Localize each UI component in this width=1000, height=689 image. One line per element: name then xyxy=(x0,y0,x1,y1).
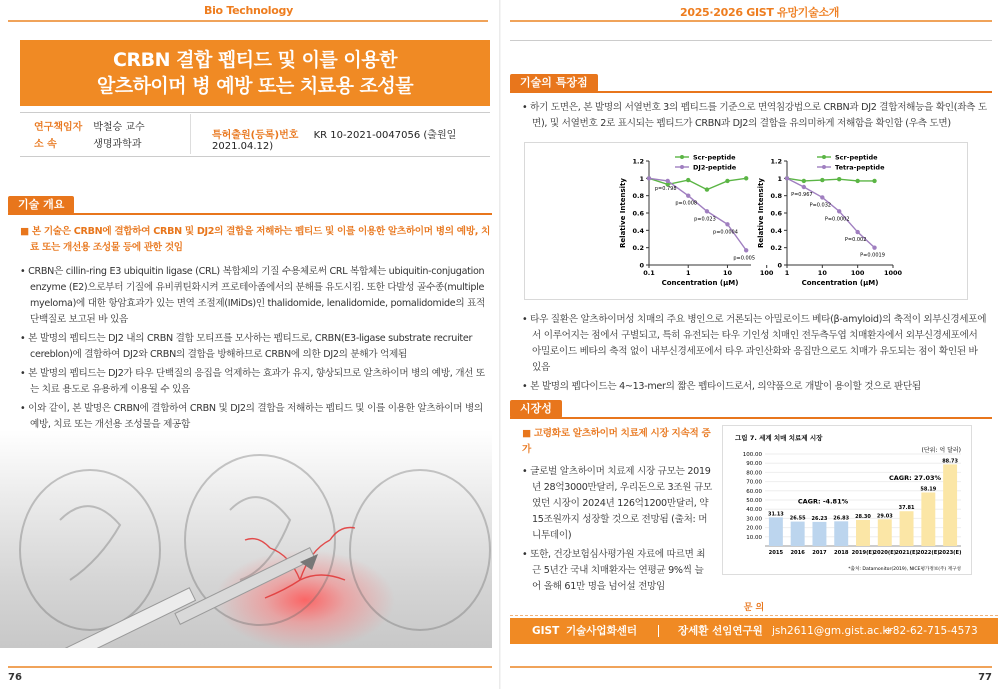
section-rule xyxy=(8,213,492,215)
p-value-annotation: p=0.0004 xyxy=(713,229,738,236)
data-point xyxy=(872,179,876,183)
x-tick-label: 2020(E) xyxy=(873,550,897,556)
legend-marker xyxy=(822,165,826,169)
section-market-title: 시장성 xyxy=(510,400,562,418)
x-tick-label: 1000 xyxy=(883,269,903,277)
bottom-rule-left xyxy=(8,666,492,668)
running-head-year: 2025·2026 xyxy=(680,6,743,19)
data-point xyxy=(686,178,690,182)
x-tick-label: 10 xyxy=(722,269,732,277)
section-rule xyxy=(510,91,992,93)
gist-logo-contact: GIST xyxy=(532,625,560,637)
section-market xyxy=(510,400,992,422)
x-tick-label: 100 xyxy=(850,269,865,277)
contact-org: 기술사업화센터 xyxy=(566,625,638,637)
y-tick-label: 1.2 xyxy=(632,157,644,166)
legend-label: DJ2-peptide xyxy=(693,163,737,172)
title-line-1: CRBN 결합 펩티드 및 이를 이용한 xyxy=(113,49,397,71)
y-tick-label: 20.00 xyxy=(746,525,762,532)
data-point xyxy=(705,187,709,191)
x-tick-label: 100 xyxy=(759,269,774,277)
market-text xyxy=(522,426,712,598)
top-rule xyxy=(8,20,488,22)
contact-email[interactable]: jsh2611@gm.gist.ac.kr xyxy=(772,625,893,637)
y-tick-label: 70.00 xyxy=(746,479,762,486)
info-divider xyxy=(190,114,191,154)
y-tick-label: 0.8 xyxy=(632,192,644,201)
contact-person: 장세환 선임연구원 xyxy=(678,625,763,637)
contact-bar xyxy=(510,618,998,644)
bar-value-label: 29.03 xyxy=(876,513,893,520)
section-features xyxy=(510,74,992,96)
legend-label: Scr-peptide xyxy=(693,153,736,162)
p-value-annotation: p=0.008 xyxy=(675,200,698,207)
y-tick-label: 0 xyxy=(639,261,644,270)
bar xyxy=(900,511,914,546)
data-point xyxy=(872,245,876,249)
y-axis-label: Relative Intensity xyxy=(619,178,627,248)
y-tick-label: 60.00 xyxy=(746,488,762,495)
feature-bullet-1: • 하기 도면은, 본 발명의 서열번호 3의 펩티드를 기준으로 면역침강법으로 CRBN과 DJ2 결합저해능을 확인(좌측 도면), 및 서열번호 2로 표시되는 펩티드가 CRBN과 DJ2의 결합을 유의미하게 저해함을 확인함 (우측 도면) xyxy=(522,100,988,132)
bar-value-label: 26.23 xyxy=(811,515,828,522)
bar-value-label: 26.55 xyxy=(789,515,806,522)
dept-label: 소 속 xyxy=(34,139,57,150)
features-text-2 xyxy=(522,312,988,398)
y-tick-label: 0.4 xyxy=(770,226,782,235)
data-point xyxy=(744,248,748,252)
x-tick-label: 2023(E) xyxy=(938,550,962,556)
data-point xyxy=(802,185,806,189)
overview-lead: ■ 본 기술은 CRBN에 결합하여 CRBN 및 DJ2의 결합을 저해하는 펩티드 및 이를 이용한 알츠하이머 병의 예방, 치료 또는 개선용 조성물 등에 관한 것임 xyxy=(20,224,492,256)
contact-divider xyxy=(658,625,659,637)
page-number-left: 76 xyxy=(8,672,22,683)
bar-value-label: 88.73 xyxy=(942,458,959,465)
bar xyxy=(834,521,848,546)
y-tick-label: 90.00 xyxy=(746,461,762,468)
dept-row xyxy=(34,135,142,150)
x-tick-label: 2017 xyxy=(812,550,827,556)
data-point xyxy=(820,178,824,182)
right-page xyxy=(500,0,1000,689)
researcher-label: 연구책임자 xyxy=(34,122,83,133)
p-value-annotation: p=0.798 xyxy=(654,185,677,192)
y-tick-label: 30.00 xyxy=(746,516,762,523)
y-tick-label: 0.2 xyxy=(770,244,782,253)
y-tick-label: 0 xyxy=(777,261,782,270)
market-bullet-1: • 글로벌 알츠하이머 치료제 시장 규모는 2019년 28억3000만달러, 우리돈으로 3조원 규모였던 시장이 2024년 126억1200만달러, 약 15조원까지 성장할 것으로 전망됨 (출처: 머니투데이) xyxy=(522,464,712,544)
top-rule-right xyxy=(510,20,992,22)
y-tick-label: 50.00 xyxy=(746,498,762,504)
data-point xyxy=(820,195,824,199)
researcher-row xyxy=(34,118,145,133)
x-tick-label: 2015 xyxy=(768,550,784,556)
data-point xyxy=(837,209,841,213)
y-tick-label: 0.2 xyxy=(632,244,644,253)
x-axis-label: Concentration (μM) xyxy=(661,279,739,287)
p-value-annotation: P=0.002 xyxy=(844,237,867,244)
patent-row xyxy=(212,126,490,152)
patent-value: KR 10-2021-0047056 (출원일 2021.04.12) xyxy=(212,130,457,152)
data-point xyxy=(855,179,859,183)
section-features-title: 기술의 특장점 xyxy=(510,74,598,92)
running-head-right xyxy=(680,4,840,20)
overview-bullet-4: • 이와 같이, 본 발명은 CRBN에 결합하여 CRBN 및 DJ2의 결합을 저해하는 펩티드 및 이를 이용한 알츠하이머 병의 예방, 치료 또는 개선용 조성물을 제공함 xyxy=(20,401,492,433)
running-head-title: 유망기술소개 xyxy=(777,6,840,19)
legend-marker xyxy=(822,155,826,159)
market-bullet-2: • 또한, 건강보험심사평가원 자료에 따르면 최근 5년간 국내 치매환자는 연평균 9%씩 늘어 올해 61만 명을 넘어설 전망임 xyxy=(522,547,712,595)
bar-value-label: 31.13 xyxy=(767,511,784,518)
y-tick-label: 1 xyxy=(639,174,644,183)
overview-bullet-2: • 본 발명의 펩티드는 DJ2 내의 CRBN 결합 모티프를 모사하는 펩티드로, CRBN(E3-ligase substrate recruiter cereblon)에 결합하여 DJ2와 CRBN의 결합을 방해하므로 CRBN에 의한 DJ2의 분해가 억제됨 xyxy=(20,331,492,363)
page-number-right: 77 xyxy=(978,672,992,683)
data-point xyxy=(725,179,729,183)
brain-scan-photo xyxy=(0,430,492,648)
data-point xyxy=(744,176,748,180)
data-point xyxy=(666,179,670,183)
legend-marker xyxy=(680,155,684,159)
dept-value: 생명과학과 xyxy=(93,139,142,150)
chart-source: *출처: Datamonitor(2019), NICE평가정보(주) 재구성 xyxy=(848,567,961,572)
x-tick-label: 2016 xyxy=(790,550,805,556)
x-tick-label: 2022(E) xyxy=(916,550,940,556)
bar-value-label: 26.83 xyxy=(833,515,850,522)
patent-label: 특허출원(등록)번호 xyxy=(212,130,299,141)
y-tick-label: 100.00 xyxy=(742,452,762,458)
overview-bullet-3: • 본 발명의 펩티드는 DJ2가 타우 단백질의 응집을 억제하는 효과가 유지, 향상되므로 알츠하이머 병의 예방, 개선 또는 치료 용도로 유용하게 이용될 수 있음 xyxy=(20,366,492,398)
x-tick-label: 0.1 xyxy=(643,269,655,277)
bar xyxy=(878,519,892,546)
y-tick-label: 1 xyxy=(777,174,782,183)
p-value-annotation: p=0.023 xyxy=(694,216,716,223)
figure-binding-assay xyxy=(524,142,968,300)
bar xyxy=(921,492,935,546)
figure-market xyxy=(722,425,972,575)
y-tick-label: 0.6 xyxy=(770,209,782,218)
photo-illustration xyxy=(0,430,492,648)
bar xyxy=(791,522,805,546)
legend-label: Scr-peptide xyxy=(835,153,878,162)
market-bar-chart xyxy=(723,426,973,576)
p-value-annotation: P=0.0002 xyxy=(824,216,850,223)
data-point xyxy=(686,193,690,197)
x-axis-label: Concentration (μM) xyxy=(801,279,879,287)
series-line-1 xyxy=(787,178,875,181)
y-tick-label: 0.8 xyxy=(770,192,782,201)
cagr-label: CAGR: 27.03% xyxy=(888,473,942,482)
chart-unit: (단위: 억 달러) xyxy=(921,447,961,454)
bar xyxy=(943,464,957,546)
y-tick-label: 80.00 xyxy=(746,470,762,477)
feature-bullet-3: • 본 발명의 펩다이드는 4~13-mer의 짧은 펩타이드로서, 의약품으로 개발이 용이할 것으로 판단됨 xyxy=(522,379,988,395)
x-tick-label: 2021(E) xyxy=(895,550,918,556)
researcher-value: 박철승 교수 xyxy=(93,122,145,133)
contact-box xyxy=(510,600,998,646)
info-top-rule xyxy=(20,112,490,113)
data-point xyxy=(802,179,806,183)
title-line-2: 알츠하이머 병 예방 또는 치료용 조성물 xyxy=(96,75,414,97)
x-tick-label: 10 xyxy=(817,269,827,277)
data-point xyxy=(705,209,709,213)
market-lead: ■ 고령화로 알츠하이머 치료제 시장 지속적 증가 xyxy=(522,426,712,458)
section-rule xyxy=(510,417,992,419)
p-value-annotation: P=0.0019 xyxy=(860,252,885,259)
overview-text xyxy=(20,224,492,436)
title-box xyxy=(20,40,490,106)
y-tick-label: 1.2 xyxy=(770,157,782,166)
feature-bullet-2: • 타우 질환은 알츠하이머성 치매의 주요 병인으로 거론되는 아밀로이드 베타(β-amyloid)의 축적이 외부신경세포에서 이루어지는 점에서 구별되고, 특히 유전되는 타우 기인성 치매인 전두측두엽 치매환자에서 외부신경세포에서 아밀로이드 베타의 축적 없이 내부신경세포에서 타우 과인산화와 응집만으로도 치매가 유도되는 점이 확인된 바 있음 xyxy=(522,312,988,376)
features-text-1 xyxy=(522,100,988,135)
section-overview xyxy=(8,196,492,218)
contact-heading: 문 의 xyxy=(510,600,998,616)
section-overview-title: 기술 개요 xyxy=(8,196,74,214)
y-tick-label: 40.00 xyxy=(746,507,762,514)
running-head-left: Bio Technology xyxy=(204,4,293,17)
header-rule xyxy=(510,40,992,41)
y-tick-label: 0.6 xyxy=(632,209,644,218)
data-point xyxy=(647,176,651,180)
cagr-label: CAGR: -4.81% xyxy=(797,497,849,506)
chart-title: 그림 7. 세계 치매 치료제 시장 xyxy=(735,434,823,442)
x-tick-label: 2019(E) xyxy=(851,550,875,556)
y-tick-label: 10.00 xyxy=(746,534,762,541)
data-point xyxy=(837,177,841,181)
binding-assay-charts xyxy=(525,143,969,301)
bar-value-label: 37.81 xyxy=(898,505,915,512)
p-value-annotation: P=0.032 xyxy=(809,202,832,209)
p-value-annotation: p=0.005 xyxy=(733,255,756,262)
bottom-rule-right xyxy=(510,666,992,668)
x-tick-label: 1 xyxy=(784,269,790,277)
info-bottom-rule xyxy=(20,156,490,157)
data-point xyxy=(785,176,789,180)
data-point xyxy=(855,230,859,234)
bar xyxy=(769,517,783,546)
gist-logo: GIST xyxy=(746,6,774,19)
y-axis-label: Relative Intensity xyxy=(757,178,765,248)
contact-phone[interactable]: +82-62-715-4573 xyxy=(884,625,978,637)
data-point xyxy=(725,222,729,226)
overview-bullet-1: • CRBN은 cillin-ring E3 ubiquitin ligase (CRL) 복합체의 기질 수용체로써 CRL 복합체는 ubiquitin-conjugation enzyme (E2)으로부터 기질에 유비퀴틴화시켜 프로테아좀에서의 분해를 유도시킴. 또한 다발성 골수종(multiple myeloma)에 대한 항암효과가 있는 면역 조절제(IMiDs)인 thalidomide, lenalidomide, pomalidomide의 표적 단백질로 보고된 바 있음 xyxy=(20,264,492,328)
info-table xyxy=(20,114,490,154)
legend-marker xyxy=(680,165,684,169)
legend-label: Tetra-peptide xyxy=(835,163,885,172)
bar-value-label: 28.30 xyxy=(855,513,871,520)
x-tick-label: 1 xyxy=(685,269,691,277)
p-value-annotation: P=0.967 xyxy=(791,192,813,198)
bar xyxy=(856,520,870,546)
y-tick-label: 0.4 xyxy=(632,226,644,235)
bar xyxy=(812,522,826,546)
x-tick-label: 2018 xyxy=(833,550,849,556)
bar-value-label: 58.19 xyxy=(920,486,937,493)
